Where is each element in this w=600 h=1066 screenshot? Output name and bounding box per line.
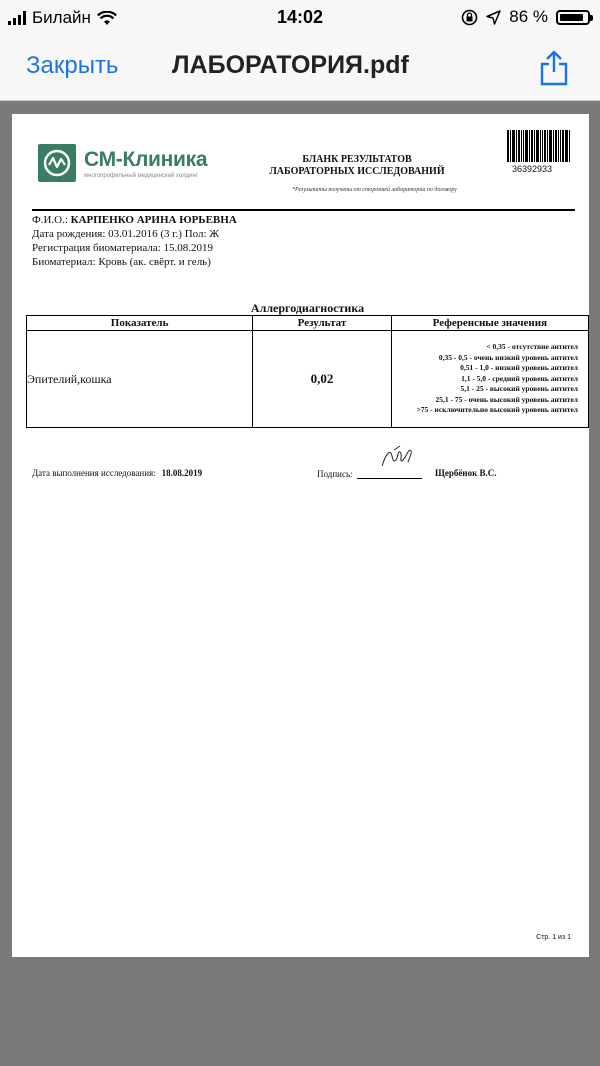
fio-label: Ф.И.О.:: [32, 214, 68, 226]
header-divider: [32, 209, 575, 211]
reference-item: 1,1 - 5,0 - средний уровень антител: [461, 373, 578, 383]
handwritten-signature: [378, 444, 418, 474]
table-row: [27, 331, 589, 428]
form-note: *Результаты получены от сторонней лаборатории по договору: [292, 187, 457, 193]
barcode: [507, 130, 575, 162]
column-header: Показатель: [27, 316, 253, 331]
reference-item: 0,51 - 1,0 - низкий уровень антител: [460, 363, 578, 373]
patient-birth: Дата рождения: 03.01.2016 (3 г.) Пол: Ж: [32, 228, 220, 240]
document-title: ЛАБОРАТОРИЯ.pdf: [172, 51, 409, 79]
clinic-subtitle: многопрофильный медицинский холдинг: [84, 172, 198, 179]
form-title-line2: ЛАБОРАТОРНЫХ ИССЛЕДОВАНИЙ: [269, 166, 445, 177]
clinic-logo-icon: [38, 144, 76, 182]
clock: 14:02: [276, 7, 324, 27]
form-title: [252, 154, 462, 178]
signature-label: Подпись:: [317, 469, 353, 479]
indicator-cell: Эпителий,кошка: [27, 331, 253, 428]
patient-registration: Регистрация биоматериала: 15.08.2019: [32, 242, 214, 254]
fio-value: КАРПЕНКО АРИНА ЮРЬЕВНА: [70, 214, 237, 226]
column-header: Референсные значения: [391, 316, 588, 331]
form-title-line1: БЛАНК РЕЗУЛЬТАТОВ: [302, 154, 412, 165]
reference-item: 0,35 - 0,5 - очень низкий уровень антител: [438, 352, 578, 362]
signer-name: Щербёнок В.С.: [435, 468, 497, 478]
reference-item: 5,1 - 25 - высокий уровень антител: [460, 384, 578, 394]
battery-icon: [556, 10, 590, 25]
close-button[interactable]: Закрыть: [26, 52, 119, 79]
battery-fill: [560, 14, 583, 21]
research-date-label: Дата выполнения исследования:: [32, 468, 156, 478]
results-table: [26, 315, 589, 428]
location-arrow-icon: [486, 10, 501, 25]
table-header-row: [27, 316, 589, 331]
reference-item: 25,1 - 75 - очень высокий уровень антител: [435, 394, 578, 404]
table-title: Аллергодиагностика: [250, 301, 365, 315]
research-date-value: 18.08.2019: [161, 468, 203, 478]
carrier-name: Билайн: [32, 8, 91, 27]
rotation-lock-icon: [461, 9, 478, 26]
share-icon[interactable]: [538, 50, 570, 86]
status-right: [461, 7, 590, 27]
nav-bar: [0, 36, 600, 101]
battery-percent: 86 %: [509, 7, 548, 26]
barcode-number: 36392933: [512, 164, 553, 174]
status-bar: [0, 0, 600, 36]
page-number: Стр. 1 из 1: [536, 934, 571, 941]
clinic-name: СМ-Клиника: [84, 147, 208, 171]
patient-fio: [32, 213, 237, 227]
patient-biomaterial: Биоматериал: Кровь (ак. свёрт. и гель): [32, 256, 211, 268]
pdf-page: [12, 114, 589, 957]
research-date: [32, 468, 202, 478]
reference-cell: [391, 331, 588, 428]
clinic-logo: [38, 144, 207, 182]
result-cell: 0,02: [253, 331, 392, 428]
reference-item: < 0,35 - отсутствие антител: [486, 342, 578, 352]
patient-info: [32, 213, 237, 269]
column-header: Результат: [253, 316, 392, 331]
reference-item: >75 - исключительно высокий уровень антител: [416, 405, 578, 415]
